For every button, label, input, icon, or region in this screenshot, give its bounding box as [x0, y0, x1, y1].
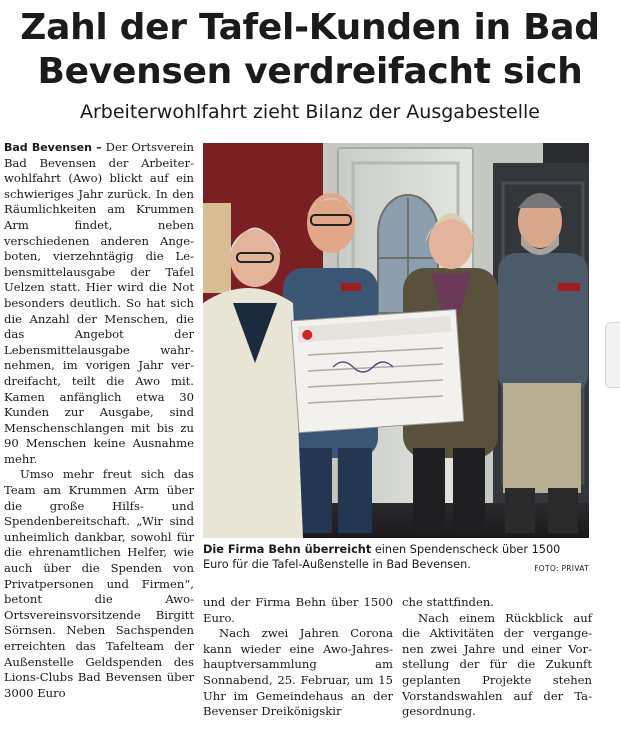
headline-line-2: Bevensen verdreifacht sich — [37, 51, 583, 92]
paragraph-4: Nach zwei Jahren Corona kann wieder eine Awo-Jahreshauptversammlung am Sonnabend, 25. Februar, um 15 Uhr im Gemeindehaus an der Bevenser Dreikönigskir — [203, 626, 393, 719]
text-column-1 — [4, 140, 194, 701]
headline-line-1: Zahl der Tafel-Kunden in Bad — [20, 7, 600, 48]
paragraph-6: Nach einem Rückblick auf die Aktivitäten der vergangenen zwei Jahre und einer Vorstellung der für die Zukunft geplanten Projekte stehen Vorstandswahlen auf der Tagesordnung. — [402, 610, 592, 719]
wall-panel — [203, 203, 231, 293]
side-scroll-tab[interactable] — [605, 322, 620, 388]
paragraph-3: und der Firma Behn über 1500 Euro. — [203, 595, 393, 625]
donation-cheque — [291, 309, 463, 432]
photo-credit: FOTO: PRIVAT — [534, 564, 589, 573]
paragraph-2: Umso mehr freut sich das Team am Krummen Arm über die große Hilfs- und Spendenbereitschaft. „Wir sind unheimlich dankbar, sowohl für die ehrenamtlichen Helfer, wie auch über die Spenden von Privatpersonen und Firmen“, betont die Awo-Ortsvereinsvorsitzende Birgitt Sörnsen. Neben Sachspenden erreichten das Tafelteam der Außenstelle Geldspenden des Lions-Clubs Bad Bevensen über 3000 Euro — [4, 467, 194, 700]
dateline-kicker: Bad Bevensen – — [4, 141, 102, 154]
caption-bold: Die Firma Behn überreicht — [203, 543, 372, 556]
paragraph-1 — [4, 140, 194, 467]
paragraph-1-text: Der Ortsverein Bad Bevensen der Arbeiterwohlfahrt (Awo) blickt auf ein schwieriges Jahr zurück. In den Räumlichkeiten am Krummen Arm findet, neben verschiedenen anderen Angeboten, vierzehntägig die Lebensmittelausgabe der Tafel Uelzen statt. Hier wird die Not besonders deutlich. So hat sich die Anzahl der Menschen, die das Angebot der Lebensmittelausgabe wahrnehmen, im vorigen Jahr verdreifacht, teilt die Awo mit. Kamen anfänglich etwa 30 Kunden zur Ausgabe, sind Menschenschlangen mit bis zu 90 Menschen keine Ausnahme mehr. — [4, 140, 195, 466]
text-column-2 — [203, 595, 393, 720]
headline — [0, 6, 620, 94]
photo-illustration — [203, 143, 589, 538]
photo-caption — [203, 542, 589, 576]
text-column-3 — [402, 595, 592, 720]
subheadline: Arbeiterwohlfahrt zieht Bilanz der Ausgabestelle — [80, 101, 540, 123]
caption-text: einen Spendenscheck über 1500 Euro für die Tafel-Außenstelle in Bad Bevensen. — [203, 543, 561, 571]
paragraph-5: che stattfinden. — [402, 595, 494, 609]
article-photo — [203, 143, 589, 538]
